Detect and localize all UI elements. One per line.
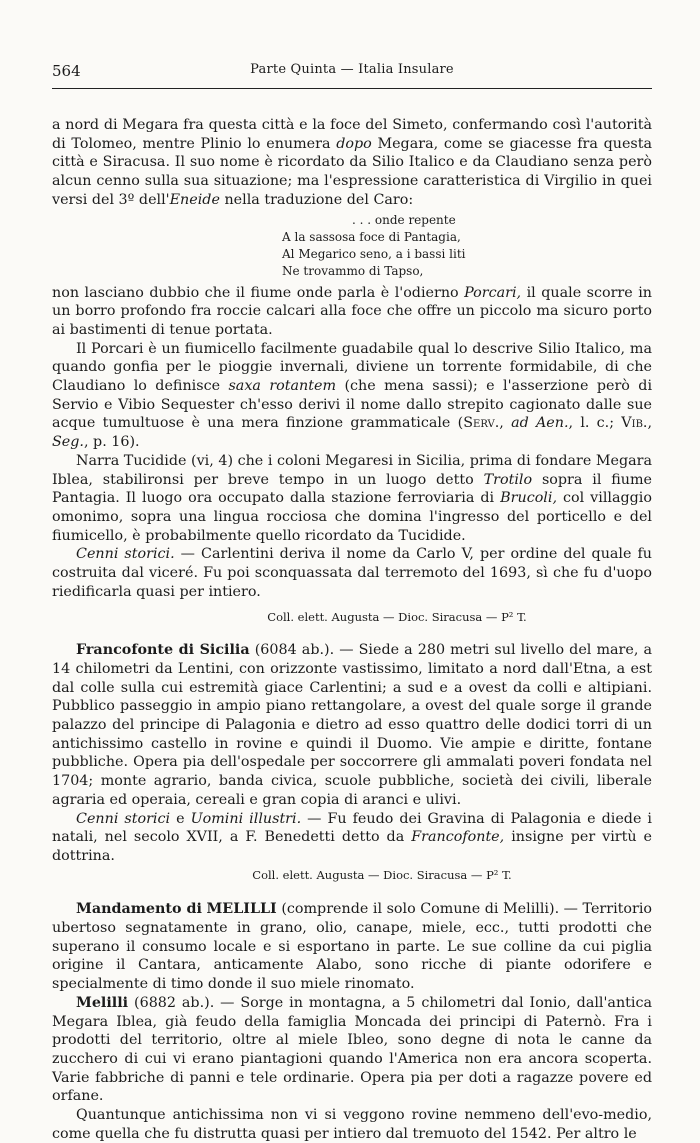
electoral-note: Coll. elett. Augusta — Dioc. Siracusa — P² T. [267, 610, 527, 625]
verse-quote [282, 212, 652, 280]
paragraph: a nord di Megara fra questa città e la foce del Simeto, confermando così l'autorità di Tolomeo, mentre Plinio lo enumera dopo Megara, come se giacesse fra questa città e Siracusa. Il suo nome è ricordato da Silio Italico e da Claudiano senza però alcun cenno sulla sua situazione; ma l'espressione caratteristica di Virgilio in quei versi del 3º dell'Eneide nella traduzione del Caro: [52, 117, 653, 208]
body-text [52, 116, 652, 1143]
paragraph: Quantunque antichissima non vi si veggono rovine nemmeno dell'evo-medio, come quella che fu distrutta quasi per intiero dal tremuoto del 1542. Per altro le [52, 1107, 652, 1142]
page-number: 564 [52, 62, 81, 80]
paragraph: Narra Tucidide (vi, 4) che i coloni Megaresi in Sicilia, prima di fondare Megara Iblea, stabilironsi per breve tempo in un luogo detto Trotilo sopra il fiume Pantagia. Il luogo ora occupato dalla stazione ferroviaria di Brucoli, col villaggio omonimo, sopra una lingua rocciosa che domina l'ingresso del porticello e del fiumicello, è probabilmente quello ricordato da Tucidide. [52, 452, 653, 544]
verse-line: . . . onde repente [352, 212, 456, 227]
electoral-note: Coll. elett. Augusta — Dioc. Siracusa — P² T. [252, 867, 512, 882]
paragraph: Francofonte di Sicilia (6084 ab.). — Siede a 280 metri sul livello del mare, a 14 chilometri da Lentini, con orizzonte vastissimo, limitato a nord dall'Etna, a est dal colle sulla cui estremità giace Carlentini; a sud e a ovest da colli e altipiani. Pubblico passeggio in ampio piano rettangolare, a ovest del quale sorge il grande palazzo del principe di Palagonia e dietro ad esso quattro delle dodici torri di un antichissimo castello in rovine e quindi il Duomo. Vie ampie e diritte, fontane pubbliche. Opera pia dell'ospedale per soccorrere gli ammalati poveri fondata nel 1704; monte agrario, banda civica, scuole pubbliche, società dei civili, liberale agraria ed operaia, cereali e gran copia di aranci e ulivi. [52, 642, 653, 808]
paragraph: Melilli (6882 ab.). — Sorge in montagna, a 5 chilometri dal Ionio, dall'antica Megara Iblea, già feudo della famiglia Moncada dei principi di Paternò. Fra i prodotti del territorio, oltre al miele Ibleo, sono degne di nota le canne da zucchero di cui vi erano piantagioni quando l'America non era ancora scoperta. Varie fabbriche di panni e tele ordinarie. Opera pia per doti a ragazze povere ed orfane. [52, 994, 652, 1105]
verse-line: Ne trovammo di Tapso, [282, 263, 424, 278]
paragraph: Cenni storici. — Carlentini deriva il nome da Carlo V, per ordine del quale fu costruita dal viceré. Fu poi sconquassata dal terremoto del 1693, sì che fu d'uopo riedificarla quasi per intiero. [52, 546, 652, 600]
paragraph: Mandamento di MELILLI (comprende il solo Comune di Melilli). — Territorio ubertoso segnatamente in grano, olio, canape, miele, ecc., tutti prodotti che superano il consumo locale e si esportano in parte. Le sue colline da cui piglia origine il Cantara, anticamente Alabo, sono ricche di piante odorifere e specialmente di timo donde il suo miele rinomato. [52, 901, 653, 993]
paragraph: non lasciano dubbio che il fiume onde parla è l'odierno Porcari, il quale scorre in un borro profondo fra roccie calcari alla foce che offre un piccolo ma sicuro porto ai bastimenti di tenue portata. [52, 284, 652, 338]
verse-line: A la sassosa foce di Pantagia, [282, 229, 461, 244]
paragraph: Il Porcari è un fiumicello facilmente guadabile qual lo descrive Silio Italico, ma quando gonfia per le pioggie invernali, diviene un torrente formidabile, di che Claudiano lo definisce saxa rotantem (che mena sassi); e l'asserzione però di Servio e Vibio Sequester ch'esso derivi il nome dallo strepito cagionato dalle sue acque tumultuose è una mera finzione grammaticale (Serv., ad Aen., l. c.; Vib., Seg., p. 16). [52, 340, 653, 451]
verse-line: Al Megarico seno, a i bassi liti [282, 246, 466, 261]
header-rule [52, 88, 652, 89]
running-title: Parte Quinta — Italia Insulare [250, 62, 454, 77]
paragraph: Cenni storici e Uomini illustri. — Fu feudo dei Gravina di Palagonia e diede i natali, nel secolo XVII, a F. Benedetti detto da Francofonte, insigne per virtù e dottrina. [52, 810, 653, 864]
page-header [52, 0, 652, 90]
